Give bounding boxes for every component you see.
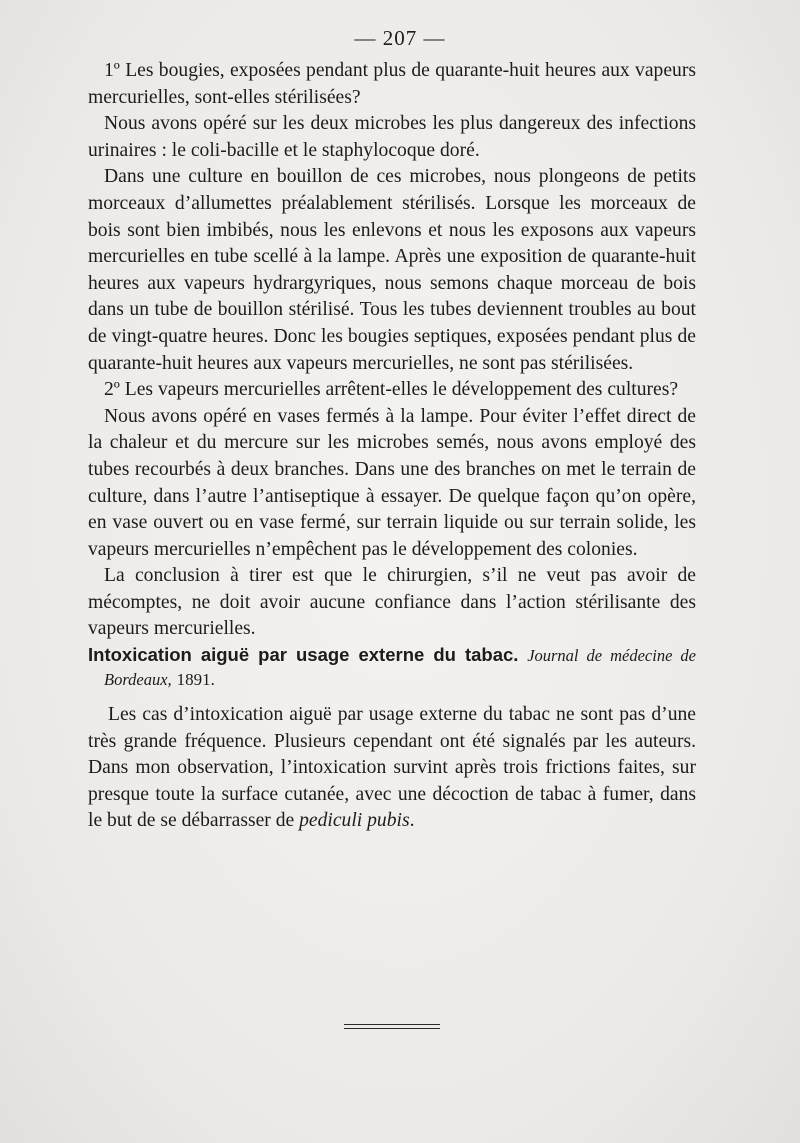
- page-number: — 207 —: [354, 26, 446, 50]
- article-text: Les cas d’intoxication aiguë par usage externe du tabac ne sont pas d’une très grande fréquence. Plusieurs cependant ont été signalés par les auteurs. Dans mon observation, l’intoxication survint après trois frictions faites, sur presque toute la surface cutanée, avec une décoction de tabac à fumer, dans le but de se débarrasser de: [88, 704, 696, 832]
- paragraph: 2º Les vapeurs mercurielles arrêtent-elles le développement des cultures?: [104, 379, 679, 401]
- article-italic-term: pediculi pubis: [299, 810, 410, 832]
- article-title: Intoxication aiguë par usage externe du tabac.: [88, 644, 519, 666]
- paragraph: Nous avons opéré en vases fermés à la lampe. Pour éviter l’effet direct de la chaleur et du mercure sur les microbes semés, nous avons employé des tubes recourbés à deux branches. Dans une des branches on met le terrain de culture, dans l’autre l’antiseptique à essayer. De quelque façon qu’on opère, en vase ouvert ou en vase fermé, sur terrain liquide ou sur terrain solide, les vapeurs mercurielles n’empêchent pas le développement des colonies.: [88, 405, 696, 560]
- closing-rule: [344, 1024, 440, 1025]
- paragraph: Dans une culture en bouillon de ces microbes, nous plongeons de petits morceaux d’allumettes préalablement stérilisés. Lorsque les morceaux de bois sont bien imbibés, nous les enlevons et nous les exposons aux vapeurs mercurielles en tube scellé à la lampe. Après une exposition de quarante-huit heures aux vapeurs hydrargyriques, nous semons chaque morceau de bois dans un tube de bouillon stérilisé. Tous les tubes deviennent troubles au bout de vingt-quatre heures. Donc les bougies septiques, exposées pendant plus de quarante-huit heures aux vapeurs mercurielles, ne sont pas stérilisées.: [88, 166, 696, 374]
- article-paragraph: [88, 702, 696, 835]
- paragraph: 1º Les bougies, exposées pendant plus de quarante-huit heures aux vapeurs mercurielles, sont-elles stérilisées?: [88, 60, 696, 108]
- article-source: Journal de médecine de Bordeaux,: [104, 646, 696, 690]
- article-heading: [88, 643, 696, 692]
- closing-rule-double: [344, 1028, 440, 1029]
- paragraph: La conclusion à tirer est que le chirurgien, s’il ne veut pas avoir de mécomptes, ne doit avoir aucune confiance dans l’action stérilisante des vapeurs mercurielles.: [88, 565, 696, 640]
- text-body: [88, 58, 696, 835]
- article-year: 1891.: [176, 670, 215, 690]
- paragraph: Nous avons opéré sur les deux microbes les plus dangereux des infections urinaires : le coli-bacille et le staphylocoque doré.: [88, 113, 696, 161]
- article-text-end: .: [409, 810, 415, 832]
